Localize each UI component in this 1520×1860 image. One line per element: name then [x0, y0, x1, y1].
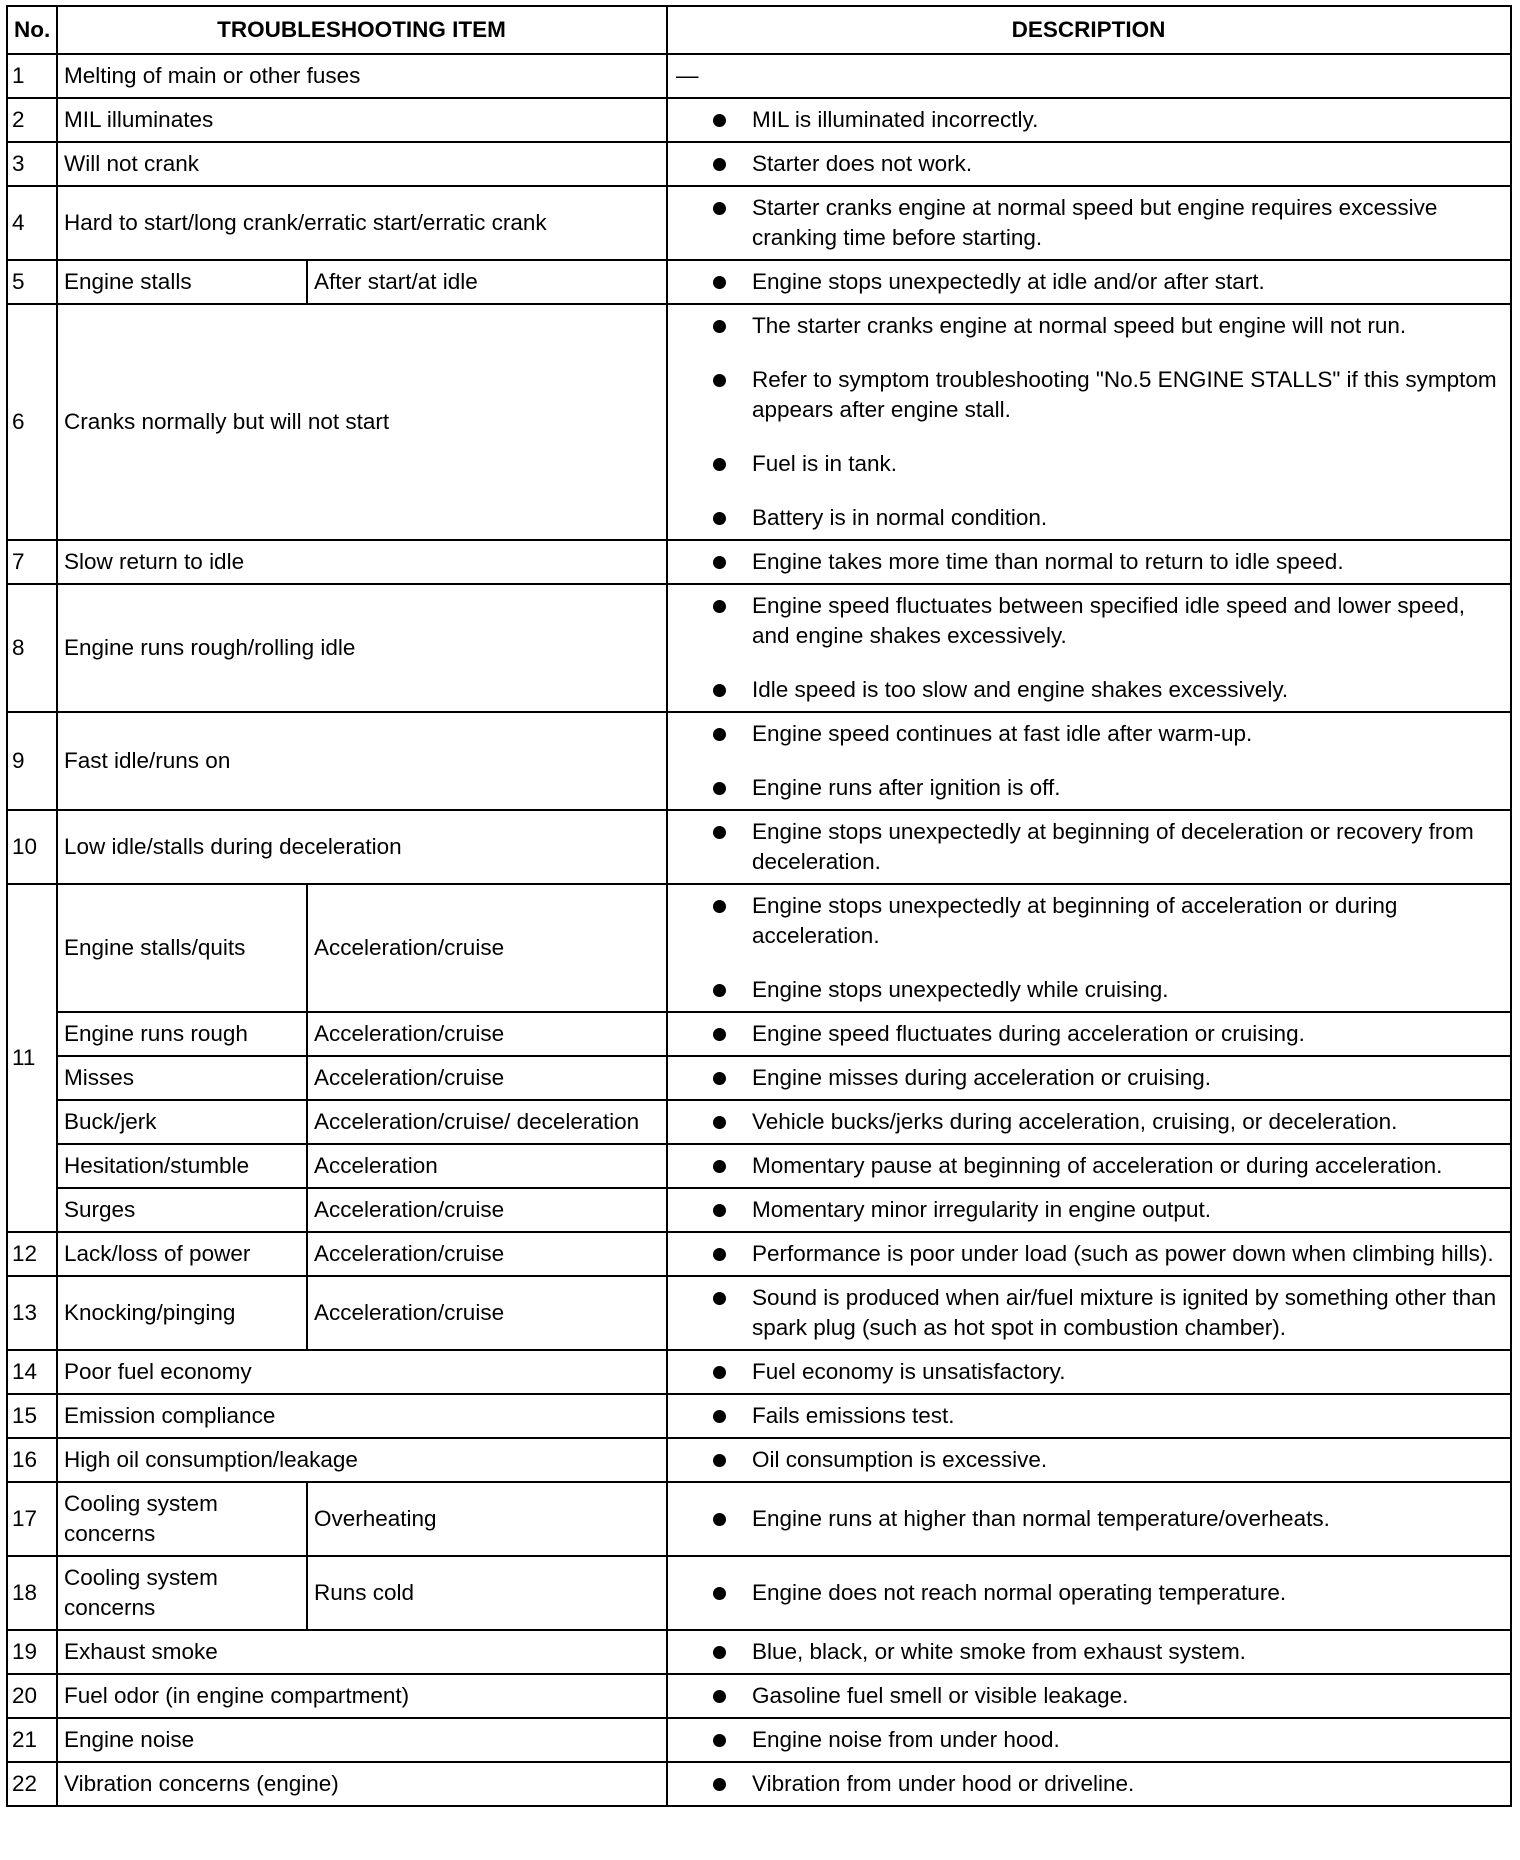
- description-list: [668, 1763, 1510, 1805]
- description-list: [668, 187, 1510, 259]
- description-list: [668, 1233, 1510, 1275]
- row-number: 14: [7, 1350, 57, 1394]
- troubleshooting-item: Knocking/pinging: [57, 1276, 307, 1350]
- description: [667, 1482, 1511, 1556]
- description-item: Gasoline fuel smell or visible leakage.: [752, 1681, 1498, 1711]
- troubleshooting-item: Engine runs rough: [57, 1012, 307, 1056]
- row-number: 16: [7, 1438, 57, 1482]
- condition: Acceleration/cruise: [307, 1232, 667, 1276]
- description-item: Fuel economy is unsatisfactory.: [752, 1357, 1498, 1387]
- table-row: [7, 1144, 1511, 1188]
- table-row: [7, 260, 1511, 304]
- header-description: DESCRIPTION: [667, 6, 1511, 54]
- table-row: [7, 884, 1511, 1012]
- table-row: [7, 1630, 1511, 1674]
- troubleshooting-item: Hard to start/long crank/erratic start/erratic crank: [57, 186, 667, 260]
- table-row: [7, 1718, 1511, 1762]
- table-row: [7, 304, 1511, 540]
- description-list: [668, 1145, 1510, 1187]
- description: [667, 584, 1511, 712]
- troubleshooting-item: Surges: [57, 1188, 307, 1232]
- description-item: Starter does not work.: [752, 149, 1498, 179]
- description-item: Engine stops unexpectedly at beginning of deceleration or recovery from deceleration.: [752, 817, 1498, 877]
- description: [667, 1232, 1511, 1276]
- troubleshooting-item: Will not crank: [57, 142, 667, 186]
- row-number: 1: [7, 54, 57, 98]
- condition: Acceleration/cruise: [307, 1276, 667, 1350]
- description-list: [668, 885, 1510, 1011]
- description-list: [668, 1572, 1510, 1614]
- description-list: [668, 1675, 1510, 1717]
- table-row: [7, 54, 1511, 98]
- description-list: [668, 143, 1510, 185]
- description-item: Engine noise from under hood.: [752, 1725, 1498, 1755]
- troubleshooting-item: Melting of main or other fuses: [57, 54, 667, 98]
- troubleshooting-item: Cooling system concerns: [57, 1556, 307, 1630]
- troubleshooting-item: Engine stalls/quits: [57, 884, 307, 1012]
- table-row: [7, 1232, 1511, 1276]
- row-number: 6: [7, 304, 57, 540]
- description-list: [668, 305, 1510, 539]
- description: [667, 810, 1511, 884]
- description-item: Battery is in normal condition.: [752, 503, 1498, 533]
- description-list: [668, 1189, 1510, 1231]
- row-number: 2: [7, 98, 57, 142]
- table-row: [7, 1012, 1511, 1056]
- table-row: [7, 1438, 1511, 1482]
- description-item: Fails emissions test.: [752, 1401, 1498, 1431]
- description-list: [668, 1631, 1510, 1673]
- troubleshooting-item: Hesitation/stumble: [57, 1144, 307, 1188]
- condition: Acceleration/cruise: [307, 1056, 667, 1100]
- row-number: 18: [7, 1556, 57, 1630]
- description-item: Engine runs at higher than normal temperature/overheats.: [752, 1504, 1498, 1534]
- table-row: [7, 1482, 1511, 1556]
- description-list: [668, 1395, 1510, 1437]
- table-row: [7, 1394, 1511, 1438]
- description-item: Starter cranks engine at normal speed but engine requires excessive cranking time before starting.: [752, 193, 1498, 253]
- description: [667, 1630, 1511, 1674]
- description: [667, 1762, 1511, 1806]
- table-row: [7, 1556, 1511, 1630]
- header-row: [7, 6, 1511, 54]
- table-row: [7, 98, 1511, 142]
- description: [667, 1350, 1511, 1394]
- condition: Overheating: [307, 1482, 667, 1556]
- troubleshooting-item: Buck/jerk: [57, 1100, 307, 1144]
- header-troubleshooting-item: TROUBLESHOOTING ITEM: [57, 6, 667, 54]
- description-list: [668, 541, 1510, 583]
- description-item: Refer to symptom troubleshooting "No.5 ENGINE STALLS" if this symptom appears after engine stall.: [752, 365, 1498, 425]
- description-list: [668, 811, 1510, 883]
- row-number: 3: [7, 142, 57, 186]
- description: [667, 1188, 1511, 1232]
- table-body: [7, 54, 1511, 1806]
- table-row: [7, 1762, 1511, 1806]
- description: [667, 304, 1511, 540]
- troubleshooting-item: Misses: [57, 1056, 307, 1100]
- description-item: Engine does not reach normal operating temperature.: [752, 1578, 1498, 1608]
- troubleshooting-item: Engine noise: [57, 1718, 667, 1762]
- description: [667, 1012, 1511, 1056]
- description-item: Performance is poor under load (such as power down when climbing hills).: [752, 1239, 1498, 1269]
- description-item: Vehicle bucks/jerks during acceleration, cruising, or deceleration.: [752, 1107, 1498, 1137]
- description-list: [668, 1719, 1510, 1761]
- table-row: [7, 1350, 1511, 1394]
- troubleshooting-item: Lack/loss of power: [57, 1232, 307, 1276]
- description-item: Engine speed fluctuates during acceleration or cruising.: [752, 1019, 1498, 1049]
- description-list: [668, 1013, 1510, 1055]
- description: [667, 884, 1511, 1012]
- table-row: [7, 186, 1511, 260]
- description: [667, 260, 1511, 304]
- table-row: [7, 1674, 1511, 1718]
- description-list: [668, 1439, 1510, 1481]
- description-item: The starter cranks engine at normal speed but engine will not run.: [752, 311, 1498, 341]
- condition: Acceleration: [307, 1144, 667, 1188]
- description-item: Idle speed is too slow and engine shakes excessively.: [752, 675, 1498, 705]
- description: [667, 540, 1511, 584]
- row-number: 15: [7, 1394, 57, 1438]
- description-item: Engine misses during acceleration or cruising.: [752, 1063, 1498, 1093]
- description-item: Fuel is in tank.: [752, 449, 1498, 479]
- description-list: [668, 1351, 1510, 1393]
- troubleshooting-table: [6, 5, 1512, 1807]
- row-number: 9: [7, 712, 57, 810]
- description-list: [668, 585, 1510, 711]
- description-item: Momentary pause at beginning of acceleration or during acceleration.: [752, 1151, 1498, 1181]
- troubleshooting-item: Fuel odor (in engine compartment): [57, 1674, 667, 1718]
- description-item: Engine speed fluctuates between specified idle speed and lower speed, and engine shakes excessively.: [752, 591, 1498, 651]
- condition: Acceleration/cruise: [307, 1188, 667, 1232]
- description-item: Engine stops unexpectedly at idle and/or after start.: [752, 267, 1498, 297]
- condition: Acceleration/cruise/ deceleration: [307, 1100, 667, 1144]
- description: [667, 98, 1511, 142]
- troubleshooting-item: Poor fuel economy: [57, 1350, 667, 1394]
- row-number: 17: [7, 1482, 57, 1556]
- condition: After start/at idle: [307, 260, 667, 304]
- condition: Acceleration/cruise: [307, 1012, 667, 1056]
- troubleshooting-item: MIL illuminates: [57, 98, 667, 142]
- table-row: [7, 810, 1511, 884]
- troubleshooting-item: Vibration concerns (engine): [57, 1762, 667, 1806]
- description: [667, 1056, 1511, 1100]
- description-item: Vibration from under hood or driveline.: [752, 1769, 1498, 1799]
- description-item: Blue, black, or white smoke from exhaust system.: [752, 1637, 1498, 1667]
- description-item: Engine stops unexpectedly while cruising.: [752, 975, 1498, 1005]
- description-list: [668, 1277, 1510, 1349]
- description-list: [668, 713, 1510, 809]
- description: [667, 1556, 1511, 1630]
- row-number: 12: [7, 1232, 57, 1276]
- table-row: [7, 712, 1511, 810]
- row-number: 22: [7, 1762, 57, 1806]
- description-item: Engine stops unexpectedly at beginning of acceleration or during acceleration.: [752, 891, 1498, 951]
- table-row: [7, 1056, 1511, 1100]
- troubleshooting-item: Cooling system concerns: [57, 1482, 307, 1556]
- condition: Runs cold: [307, 1556, 667, 1630]
- description: [667, 712, 1511, 810]
- table-row: [7, 584, 1511, 712]
- row-number: 19: [7, 1630, 57, 1674]
- row-number: 10: [7, 810, 57, 884]
- troubleshooting-item: Slow return to idle: [57, 540, 667, 584]
- row-number: 5: [7, 260, 57, 304]
- description: [667, 1100, 1511, 1144]
- description: —: [667, 54, 1511, 98]
- table-row: [7, 1100, 1511, 1144]
- table-row: [7, 540, 1511, 584]
- troubleshooting-item: Exhaust smoke: [57, 1630, 667, 1674]
- table-row: [7, 142, 1511, 186]
- troubleshooting-item: Emission compliance: [57, 1394, 667, 1438]
- description-list: [668, 261, 1510, 303]
- description-item: Engine speed continues at fast idle after warm-up.: [752, 719, 1498, 749]
- description: [667, 186, 1511, 260]
- table-row: [7, 1276, 1511, 1350]
- row-number: 13: [7, 1276, 57, 1350]
- row-number: 4: [7, 186, 57, 260]
- description-item: Momentary minor irregularity in engine output.: [752, 1195, 1498, 1225]
- description-list: [668, 1057, 1510, 1099]
- troubleshooting-item: High oil consumption/leakage: [57, 1438, 667, 1482]
- description: [667, 1276, 1511, 1350]
- description-list: [668, 1498, 1510, 1540]
- header-no: No.: [7, 6, 57, 54]
- condition: Acceleration/cruise: [307, 884, 667, 1012]
- description-item: Engine takes more time than normal to return to idle speed.: [752, 547, 1498, 577]
- description: [667, 1718, 1511, 1762]
- troubleshooting-item: Engine runs rough/rolling idle: [57, 584, 667, 712]
- description-item: MIL is illuminated incorrectly.: [752, 105, 1498, 135]
- description-item: Oil consumption is excessive.: [752, 1445, 1498, 1475]
- troubleshooting-item: Fast idle/runs on: [57, 712, 667, 810]
- row-number: 11: [7, 884, 57, 1232]
- description: [667, 1438, 1511, 1482]
- troubleshooting-item: Cranks normally but will not start: [57, 304, 667, 540]
- description: [667, 1674, 1511, 1718]
- row-number: 7: [7, 540, 57, 584]
- description: [667, 142, 1511, 186]
- description: [667, 1394, 1511, 1438]
- troubleshooting-item: Low idle/stalls during deceleration: [57, 810, 667, 884]
- description: [667, 1144, 1511, 1188]
- row-number: 8: [7, 584, 57, 712]
- troubleshooting-item: Engine stalls: [57, 260, 307, 304]
- description-list: [668, 99, 1510, 141]
- table-row: [7, 1188, 1511, 1232]
- description-item: Engine runs after ignition is off.: [752, 773, 1498, 803]
- description-item: Sound is produced when air/fuel mixture is ignited by something other than spark plug (such as hot spot in combustion chamber).: [752, 1283, 1498, 1343]
- row-number: 21: [7, 1718, 57, 1762]
- description-list: [668, 1101, 1510, 1143]
- row-number: 20: [7, 1674, 57, 1718]
